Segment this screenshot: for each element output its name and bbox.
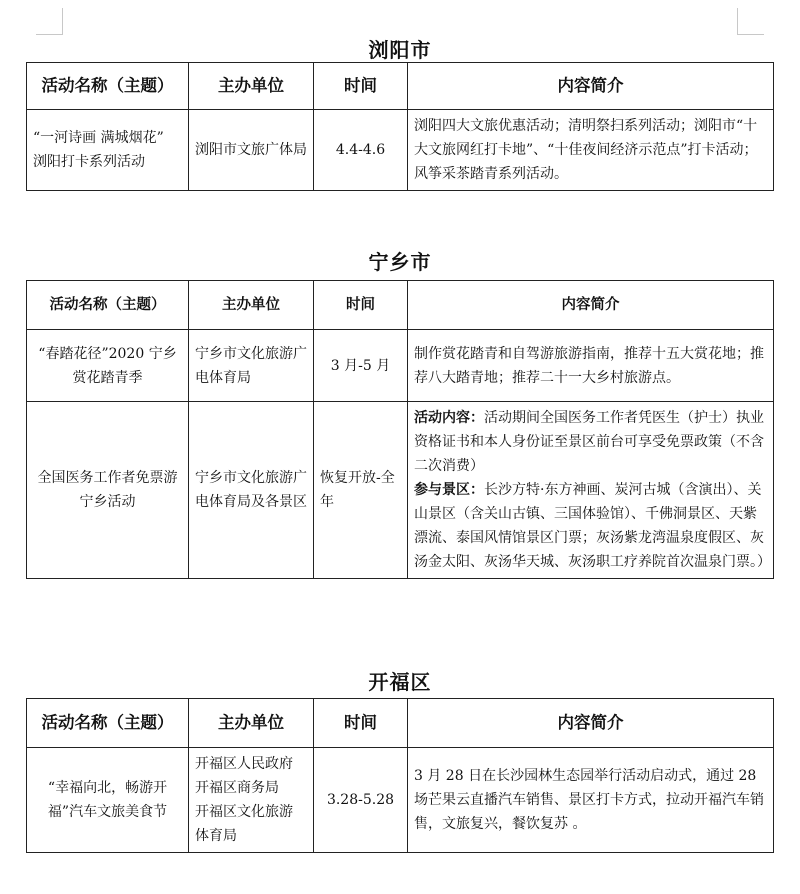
header-description: 内容简介 bbox=[408, 699, 774, 748]
table-header-row bbox=[27, 699, 774, 748]
scenic-label: 参与景区： bbox=[414, 482, 484, 498]
header-time: 时间 bbox=[314, 281, 408, 330]
header-time: 时间 bbox=[314, 699, 408, 748]
cell-time: 3.28-5.28 bbox=[314, 748, 408, 853]
cell-organizer: 宁乡市文化旅游广电体育局 bbox=[189, 330, 314, 402]
content-label: 活动内容： bbox=[414, 410, 484, 426]
organizer-line: 开福区文化旅游 bbox=[195, 804, 293, 820]
section-title-kaifu: 开福区 bbox=[368, 670, 432, 694]
header-description: 内容简介 bbox=[408, 63, 774, 110]
table-row bbox=[27, 402, 774, 579]
cell-description bbox=[408, 402, 774, 579]
table-row bbox=[27, 748, 774, 853]
cell-description: 浏阳四大文旅优惠活动；清明祭扫系列活动；浏阳市“十大文旅网红打卡地”、“十佳夜间经济示范点”打卡活动；风筝采茶踏青系列活动。 bbox=[408, 110, 774, 191]
header-activity-name: 活动名称（主题） bbox=[27, 63, 189, 110]
table-header-row bbox=[27, 63, 774, 110]
organizer-line: 开福区人民政府 bbox=[195, 756, 293, 772]
table-row bbox=[27, 330, 774, 402]
table-liuyang bbox=[26, 62, 774, 191]
table-kaifu bbox=[26, 698, 774, 853]
cell-time: 恢复开放-全年 bbox=[314, 402, 408, 579]
cell-organizer: 宁乡市文化旅游广电体育局及各景区 bbox=[189, 402, 314, 579]
organizer-line: 体育局 bbox=[195, 828, 237, 844]
header-organizer: 主办单位 bbox=[189, 63, 314, 110]
cell-organizer: 浏阳市文旅广体局 bbox=[189, 110, 314, 191]
cell-description: 制作赏花踏青和自驾游旅游指南，推荐十五大赏花地；推荐八大踏青地；推荐二十一大乡村旅游点。 bbox=[408, 330, 774, 402]
section-title-ningxiang: 宁乡市 bbox=[368, 250, 432, 274]
cell-activity-name: 全国医务工作者免票游宁乡活动 bbox=[27, 402, 189, 579]
page-corner-mark-left bbox=[36, 8, 63, 35]
cell-activity-name: “一河诗画 满城烟花” 浏阳打卡系列活动 bbox=[27, 110, 189, 191]
content-text: 活动期间全国医务工作者凭医生（护士）执业资格证书和本人身份证至景区前台可享受免票政策（不含二次消费） bbox=[414, 410, 764, 474]
cell-description: 3 月 28 日在长沙园林生态园举行活动启动式，通过 28 场芒果云直播汽车销售、景区打卡方式，拉动开福汽车销售，文旅复兴，餐饮复苏 。 bbox=[408, 748, 774, 853]
header-description: 内容简介 bbox=[408, 281, 774, 330]
header-time: 时间 bbox=[314, 63, 408, 110]
organizer-line: 开福区商务局 bbox=[195, 780, 279, 796]
header-activity-name: 活动名称（主题） bbox=[27, 699, 189, 748]
cell-time: 4.4-4.6 bbox=[314, 110, 408, 191]
scenic-text: 长沙方特·东方神画、炭河古城（含演出）、关山景区（含关山古镇、三国体验馆）、千佛洞景区、天紫漂流、泰国风情馆景区门票；灰汤紫龙湾温泉度假区、灰汤金太阳、灰汤华天城、灰汤职工疗养院首次温泉门票。） bbox=[414, 482, 771, 570]
cell-activity-name: “春踏花径”2020 宁乡赏花踏青季 bbox=[27, 330, 189, 402]
header-organizer: 主办单位 bbox=[189, 281, 314, 330]
table-row bbox=[27, 110, 774, 191]
section-title-liuyang: 浏阳市 bbox=[368, 38, 432, 62]
header-organizer: 主办单位 bbox=[189, 699, 314, 748]
cell-time: 3 月-5 月 bbox=[314, 330, 408, 402]
cell-organizer bbox=[189, 748, 314, 853]
cell-activity-name: “幸福向北，畅游开福”汽车文旅美食节 bbox=[27, 748, 189, 853]
header-activity-name: 活动名称（主题） bbox=[27, 281, 189, 330]
page-corner-mark-right bbox=[737, 8, 764, 35]
table-ningxiang bbox=[26, 280, 774, 579]
table-header-row bbox=[27, 281, 774, 330]
